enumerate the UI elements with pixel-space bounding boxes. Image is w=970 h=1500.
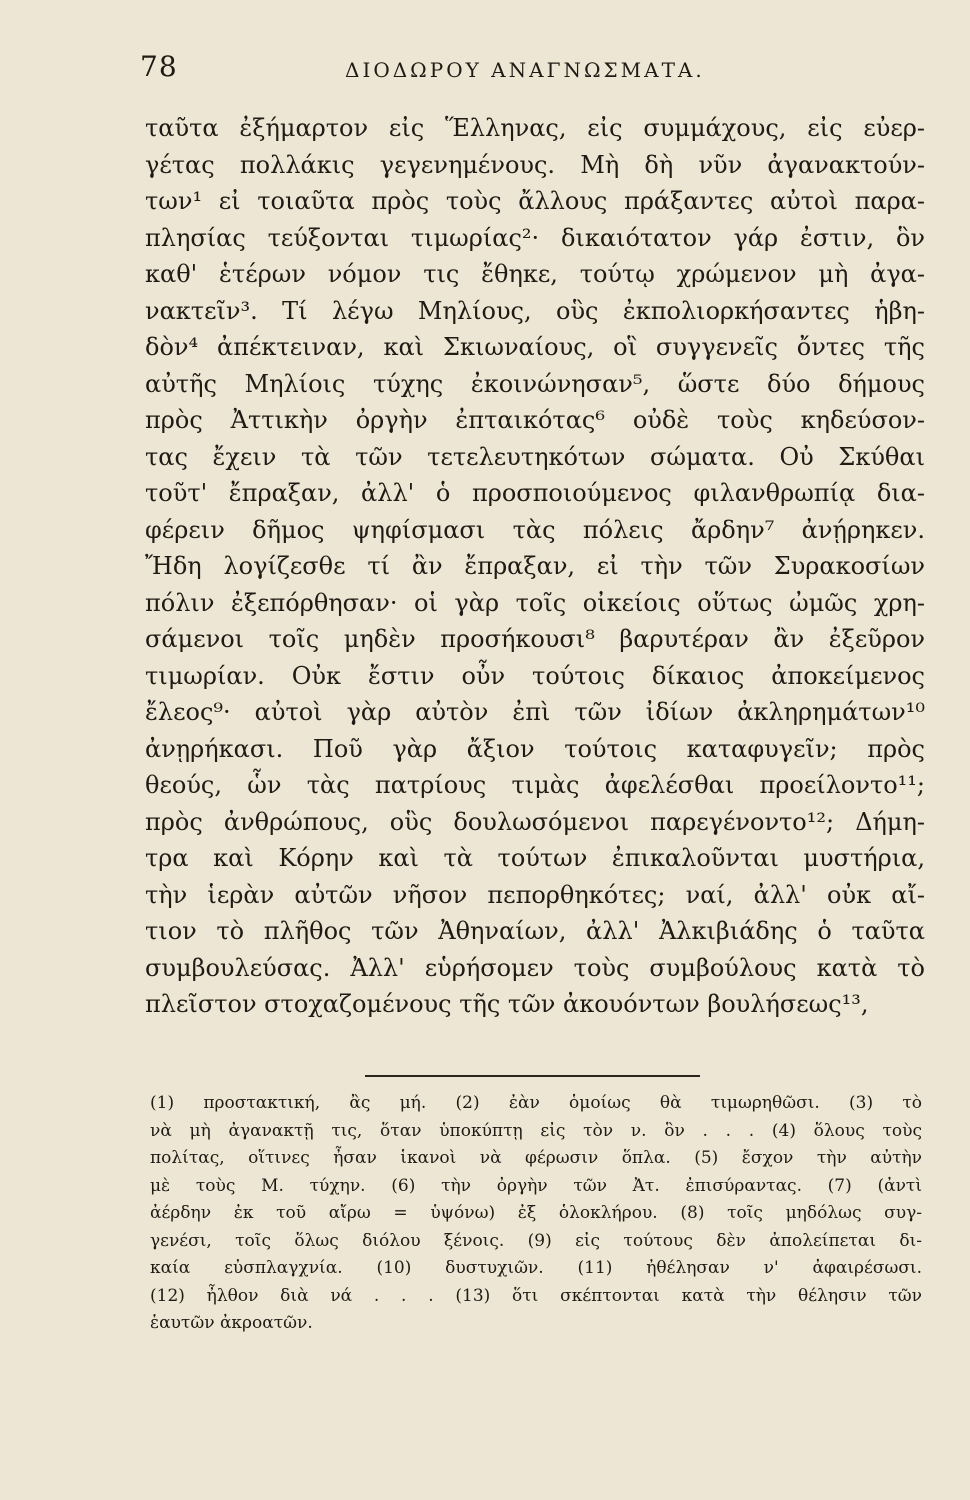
text-line: σάμενοι τοῖς μηδὲν προσήκουσι⁸ βαρυτέραν ἂν ἐξεῦρον [145, 625, 925, 653]
text-line: πλεῖστον στοχαζομένους τῆς τῶν ἀκουόντων βουλήσεως¹³, [145, 990, 869, 1018]
text-line: φέρειν δῆμος ψηφίσμασι τὰς πόλεις ἄρδην⁷ ἀνῄρηκεν. [145, 515, 925, 544]
main-text [145, 110, 925, 1023]
text-line: τιον τὸ πλῆθος τῶν Ἀθηναίων, ἀλλ' Ἀλκιβιάδης ὁ ταῦτα [145, 917, 925, 945]
footnote-line: (1) προστακτική, ἂς μή. (2) ἐὰν ὁμοίως θὰ τιμωρηθῶσι. (3) τὸ [150, 1093, 922, 1113]
page-header [140, 50, 920, 90]
text-line: τας ἔχειν τὰ τῶν τετελευτηκότων σώματα. Οὐ Σκύθαι [145, 442, 925, 471]
text-line: γέτας πολλάκις γεγενημένους. Μὴ δὴ νῦν ἀγανακτούν- [145, 150, 925, 179]
text-line: πλησίας τεύξονται τιμωρίας²· δικαιότατον γάρ ἐστιν, ὃν [145, 223, 925, 252]
footnote-line: ἑαυτῶν ἀκροατῶν. [150, 1313, 313, 1333]
footnote-line: καία εὐσπλαγχνία. (10) δυστυχιῶν. (11) ἠθέλησαν ν' ἀφαιρέσωσι. [150, 1258, 922, 1278]
text-line: συμβουλεύσας. Ἀλλ' εὑρήσομεν τοὺς συμβούλους κατὰ τὸ [145, 953, 925, 982]
text-line: ἀνῃρήκασι. Ποῦ γὰρ ἄξιον τούτοις καταφυγεῖν; πρὸς [145, 734, 925, 763]
footnote-line: νὰ μὴ ἀγανακτῇ τις, ὅταν ὑποκύπτῃ εἰς τὸν ν. ὃν . . . (4) ὅλους τοὺς [150, 1120, 922, 1141]
text-line: καθ' ἑτέρων νόμον τις ἔθηκε, τούτῳ χρώμενον μὴ ἀγα- [145, 260, 925, 288]
text-line: των¹ εἰ τοιαῦτα πρὸς τοὺς ἄλλους πράξαντες αὐτοὶ παρα- [145, 187, 925, 215]
footnote-line: ἀέρδην ἐκ τοῦ αἴρω = ὑψόνω) ἐξ ὁλοκλήρου. (8) τοῖς μηδόλως συγ- [150, 1203, 922, 1223]
page-number: 78 [140, 50, 178, 83]
text-line: τρα καὶ Κόρην καὶ τὰ τούτων ἐπικαλοῦνται μυστήρια, [145, 844, 925, 872]
text-line: Ἤδη λογίζεσθε τί ἂν ἔπραξαν, εἰ τὴν τῶν Συρακοσίων [145, 552, 925, 580]
text-line: ταῦτα ἐξήμαρτον εἰς Ἕλληνας, εἰς συμμάχους, εἰς εὐερ- [145, 114, 925, 142]
running-title: ΔΙΟΔΩΡΟΥ ΑΝΑΓΝΩΣΜΑΤΑ. [345, 58, 705, 82]
text-line: δὸν⁴ ἀπέκτειναν, καὶ Σκιωναίους, οἳ συγγενεῖς ὄντες τῆς [145, 333, 925, 361]
text-line: ἔλεος⁹· αὐτοὶ γὰρ αὐτὸν ἐπὶ τῶν ἰδίων ἀκληρημάτων¹⁰ [145, 698, 925, 726]
footnotes [150, 1090, 922, 1338]
text-line: τιμωρίαν. Οὐκ ἔστιν οὖν τούτοις δίκαιος ἀποκείμενος [145, 661, 925, 690]
text-line: θεούς, ὧν τὰς πατρίους τιμὰς ἀφελέσθαι προείλοντο¹¹; [145, 771, 925, 799]
text-line: πρὸς ἀνθρώπους, οὓς δουλωσόμενοι παρεγένοντο¹²; Δήμη- [145, 807, 925, 836]
text-line: νακτεῖν³. Τί λέγω Μηλίους, οὓς ἐκπολιορκήσαντες ἡβη- [145, 296, 925, 325]
footnote-line: πολίτας, οἵτινες ἦσαν ἱκανοὶ νὰ φέρωσιν ὅπλα. (5) ἔσχον τὴν αὐτὴν [150, 1148, 922, 1168]
footnote-line: γενέσι, τοῖς ὅλως διόλου ξένοις. (9) εἰς τούτους δὲν ἀπολείπεται δι- [150, 1230, 922, 1251]
text-line: πρὸς Ἀττικὴν ὀργὴν ἐπταικότας⁶ οὐδὲ τοὺς κηδεύσον- [145, 406, 925, 434]
footnote-divider [365, 1075, 700, 1077]
text-line: τοῦτ' ἔπραξαν, ἀλλ' ὁ προσποιούμενος φιλανθρωπίᾳ δια- [145, 479, 925, 507]
footnote-line: μὲ τοὺς Μ. τύχην. (6) τὴν ὀργὴν τῶν Ἀτ. ἐπισύραντας. (7) (ἀντὶ [150, 1175, 922, 1196]
text-line: τὴν ἱερὰν αὐτῶν νῆσον πεπορθηκότες; ναί, ἀλλ' οὐκ αἴ- [145, 880, 925, 909]
footnote-line: (12) ἦλθον διὰ νά . . . (13) ὅτι σκέπτονται κατὰ τὴν θέλησιν τῶν [150, 1285, 922, 1306]
text-line: αὐτῆς Μηλίοις τύχης ἐκοινώνησαν⁵, ὥστε δύο δήμους [145, 369, 925, 398]
text-line: πόλιν ἐξεπόρθησαν· οἱ γὰρ τοῖς οἰκείοις οὕτως ὠμῶς χρη- [145, 588, 925, 617]
